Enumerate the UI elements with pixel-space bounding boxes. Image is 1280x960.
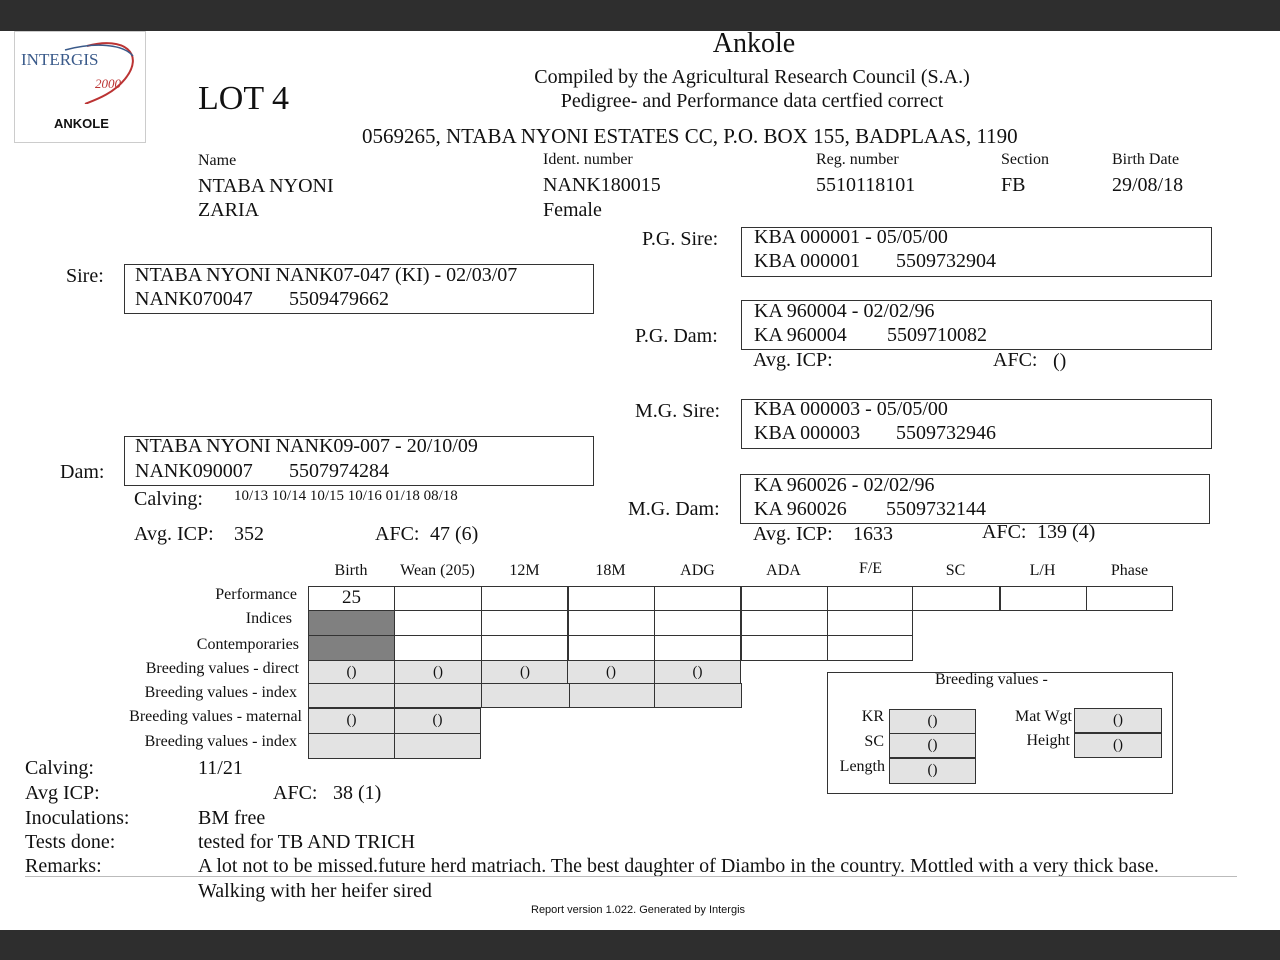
contemporaries-cell	[740, 635, 828, 661]
mgdam-reg: 5509732144	[886, 498, 986, 520]
row-bv-direct: Breeding values - direct	[145, 660, 299, 677]
pgdam-line1: KA 960004 - 02/02/96	[754, 300, 935, 322]
mgsire-line1: KBA 000003 - 05/05/00	[754, 398, 948, 420]
afc-label: AFC:	[273, 782, 318, 804]
bv-maternal-cell: ()	[308, 708, 395, 734]
row-indices: Indices	[245, 610, 292, 627]
bv-index2-cell	[394, 733, 481, 759]
pgdam-reg: 5509710082	[887, 324, 987, 346]
report-version: Report version 1.022. Generated by Intergis	[531, 904, 746, 916]
indices-cell	[567, 610, 655, 636]
bv-length-label: Length	[839, 758, 885, 775]
bv-direct-cell: ()	[481, 660, 569, 684]
pgsire-reg: 5509732904	[896, 250, 996, 272]
col-wean: Wean (205)	[400, 562, 475, 579]
perf-cell	[1086, 586, 1173, 611]
inoculations-label: Inoculations:	[25, 807, 130, 829]
perf-cell	[567, 586, 655, 611]
indices-cell	[394, 610, 482, 636]
col-ada: ADA	[766, 562, 801, 579]
indices-cell	[827, 610, 913, 636]
bv-index-cell	[394, 683, 482, 708]
afc-value: 38 (1)	[333, 782, 382, 804]
bv-maternal-cell: ()	[394, 708, 481, 734]
lot-number: LOT 4	[198, 80, 289, 117]
subtitle-council: Compiled by the Agricultural Research Council (S.A.)	[534, 66, 970, 88]
col-adg: ADG	[680, 562, 715, 579]
mgdam-afc: 139 (4)	[1037, 521, 1096, 543]
bv-height-cell: ()	[1074, 733, 1162, 758]
bv-matwgt-label: Mat Wgt	[1014, 708, 1072, 725]
pgdam-icp-label: Avg. ICP:	[753, 349, 833, 371]
perf-cell	[740, 586, 828, 611]
reg-label: Reg. number	[816, 151, 899, 168]
bv-direct-cell: ()	[654, 660, 741, 684]
top-bar	[0, 0, 1280, 31]
mgdam-label: M.G. Dam:	[628, 498, 720, 520]
bv-index2-cell	[308, 733, 395, 759]
contemporaries-cell	[654, 635, 742, 661]
logo-brand: INTERGIS	[21, 50, 99, 69]
mgdam-icp-label: Avg. ICP:	[753, 523, 833, 545]
bv-index-cell	[308, 683, 395, 708]
col-fe: F/E	[858, 560, 883, 577]
bv-kr-label: KR	[861, 708, 884, 725]
col-12m: 12M	[509, 562, 540, 579]
sire-label: Sire:	[66, 265, 104, 287]
remarks-line1: A lot not to be missed.future herd matriach. The best daughter of Diambo in the country. Mottled with a very thick base.	[198, 855, 1159, 877]
section-label: Section	[1001, 151, 1049, 168]
bv-height-label: Height	[1026, 732, 1070, 749]
mgsire-label: M.G. Sire:	[635, 400, 720, 422]
mgdam-id: KA 960026	[754, 498, 847, 520]
col-phase: Phase	[1110, 562, 1149, 579]
dam-label: Dam:	[60, 461, 105, 483]
animal-sex: Female	[543, 199, 602, 221]
perf-cell	[912, 586, 1001, 611]
row-bv-index: Breeding values - index	[144, 684, 297, 701]
contemporaries-cell	[567, 635, 655, 661]
tests-label: Tests done:	[25, 831, 116, 853]
col-18m: 18M	[595, 562, 626, 579]
bv-index-cell	[569, 683, 656, 708]
animal-name-1: NTABA NYONI	[198, 175, 334, 197]
mgsire-id: KBA 000003	[754, 422, 861, 444]
contemporaries-cell	[394, 635, 482, 661]
dam-reg: 5507974284	[289, 460, 389, 482]
bv-panel-title: Breeding values -	[935, 671, 1048, 688]
section-value: FB	[1001, 174, 1026, 196]
pgsire-line1: KBA 000001 - 05/05/00	[754, 226, 948, 248]
contemporaries-cell	[481, 635, 569, 661]
perf-birth-cell: 25	[308, 586, 395, 611]
reg-number: 5510118101	[816, 174, 916, 196]
col-lh: L/H	[1029, 562, 1056, 579]
pgdam-afc-label: AFC:	[993, 349, 1038, 371]
report-title: Ankole	[712, 28, 796, 59]
bottom-bar	[0, 930, 1280, 960]
col-birth: Birth	[334, 562, 368, 579]
dam-line1: NTABA NYONI NANK09-007 - 20/10/09	[135, 435, 478, 457]
indices-cell	[481, 610, 569, 636]
perf-cell	[481, 586, 569, 611]
dam-afc: 47 (6)	[430, 523, 479, 545]
indices-cell	[654, 610, 742, 636]
logo-label: ANKOLE	[54, 116, 109, 131]
subtitle-certified: Pedigree- and Performance data certfied correct	[560, 90, 944, 112]
bv-index-cell	[654, 683, 742, 708]
bv-matwgt-cell: ()	[1074, 708, 1162, 733]
perf-cell	[827, 586, 913, 611]
bv-direct-cell: ()	[308, 660, 395, 684]
bv-sc-label: SC	[864, 733, 884, 750]
name-label: Name	[198, 152, 237, 169]
sire-reg: 5509479662	[289, 288, 389, 310]
mgdam-icp: 1633	[853, 523, 893, 545]
col-sc: SC	[945, 562, 966, 579]
perf-cell	[394, 586, 482, 611]
sire-id: NANK070047	[135, 288, 253, 310]
remarks-label: Remarks:	[25, 855, 102, 877]
animal-name-2: ZARIA	[198, 199, 260, 221]
perf-cell	[999, 586, 1087, 611]
pgsire-id: KBA 000001	[754, 250, 861, 272]
contemporaries-cell	[827, 635, 913, 661]
pgsire-label: P.G. Sire:	[642, 228, 719, 250]
pgdam-label: P.G. Dam:	[635, 325, 718, 347]
dam-afc-label: AFC:	[375, 523, 420, 545]
birth-date: 29/08/18	[1112, 174, 1184, 196]
row-bv-index-2: Breeding values - index	[144, 733, 297, 750]
bv-index-cell	[481, 683, 571, 708]
bv-kr-cell: ()	[889, 709, 976, 734]
mgsire-reg: 5509732946	[896, 422, 996, 444]
remarks-line2: Walking with her heifer sired	[198, 880, 432, 902]
contemporaries-cell	[308, 635, 395, 661]
bv-sc-cell: ()	[889, 733, 976, 758]
mgdam-line1: KA 960026 - 02/02/96	[754, 474, 935, 496]
bv-length-cell: ()	[889, 758, 976, 784]
indices-cell	[740, 610, 828, 636]
calving-label: Calving:	[25, 757, 94, 779]
pgdam-id: KA 960004	[754, 324, 847, 346]
row-bv-maternal: Breeding values - maternal	[129, 708, 302, 725]
bv-direct-cell: ()	[394, 660, 482, 684]
dam-icp-label: Avg. ICP:	[134, 523, 214, 545]
sire-line1: NTABA NYONI NANK07-047 (KI) - 02/03/07	[135, 264, 518, 286]
perf-cell	[654, 586, 742, 611]
icp-label: Avg ICP:	[25, 782, 100, 804]
row-contemporaries: Contemporaries	[196, 636, 299, 653]
indices-cell	[308, 610, 395, 636]
tests-value: tested for TB AND TRICH	[198, 831, 416, 853]
inoculations-value: BM free	[198, 807, 266, 829]
ident-number: NANK180015	[543, 174, 661, 196]
row-performance: Performance	[215, 586, 297, 603]
dam-calvings: 10/13 10/14 10/15 10/16 01/18 08/18	[234, 488, 458, 504]
ident-label: Ident. number	[543, 151, 633, 168]
mgdam-afc-label: AFC:	[982, 521, 1027, 543]
pgdam-afc: ()	[1053, 350, 1067, 372]
dam-icp: 352	[234, 523, 264, 545]
remarks-divider	[25, 876, 1237, 877]
calving-value: 11/21	[198, 757, 243, 779]
birth-label: Birth Date	[1112, 151, 1180, 168]
owner-address: 0569265, NTABA NYONI ESTATES CC, P.O. BOX 155, BADPLAAS, 1190	[362, 124, 1018, 148]
dam-calving-label: Calving:	[134, 488, 203, 510]
dam-id: NANK090007	[135, 460, 253, 482]
bv-direct-cell: ()	[567, 660, 655, 684]
logo-year: 2000	[95, 76, 121, 91]
